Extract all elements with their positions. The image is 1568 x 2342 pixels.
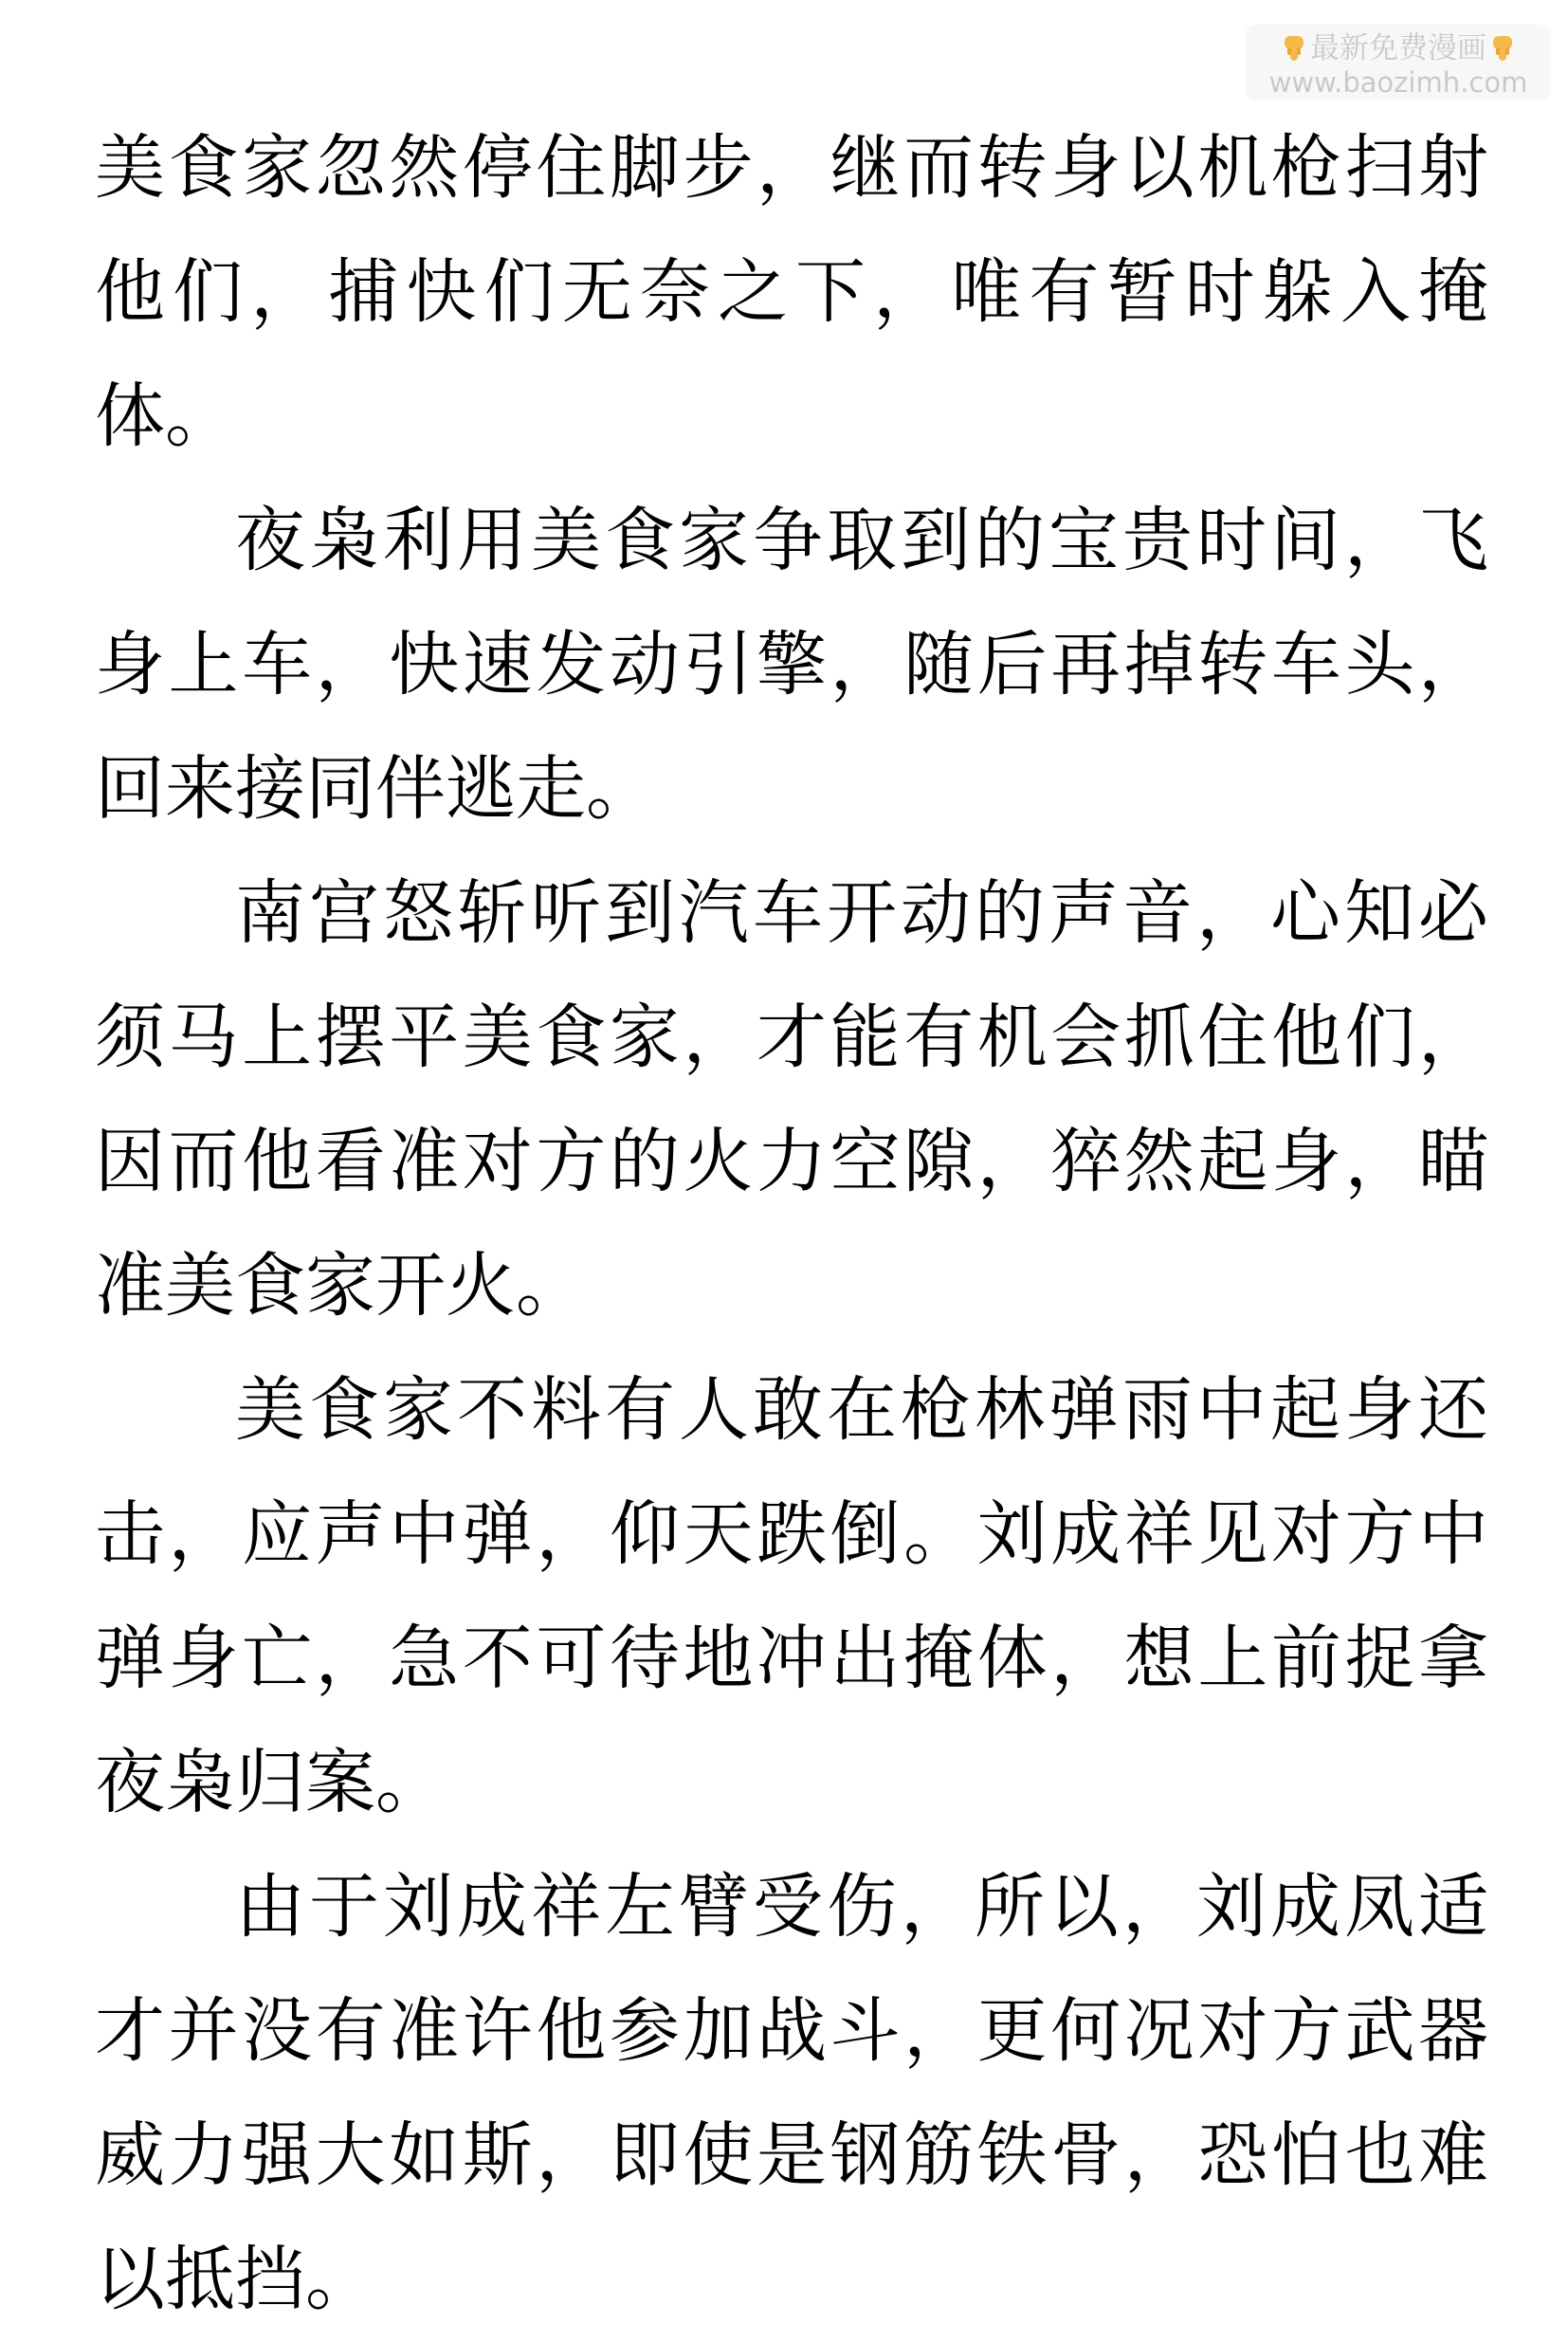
paragraph-3: 南宫怒斩听到汽车开动的声音，心知必须马上摆平美食家，才能有机会抓住他们，因而他看准对方的火力空隙，猝然起身，瞄准美食家开火。	[95, 872, 1488, 1327]
paragraph-1: 美食家忽然停住脚步，继而转身以机枪扫射他们，捕快们无奈之下，唯有暂时躲入掩体。	[95, 127, 1488, 457]
watermark-url: www.baozimh.com	[1268, 66, 1528, 99]
paragraph-2: 夜枭利用美食家争取到的宝贵时间，飞身上车，快速发动引擎，随后再掉转车头，回来接同伴逃走。	[95, 500, 1488, 830]
watermark-title: 最新免费漫画	[1310, 31, 1486, 65]
watermark-badge	[1246, 25, 1551, 101]
document-body	[95, 106, 1488, 2342]
watermark-title-row	[1246, 30, 1551, 66]
pointing-down-hand-icon	[1490, 34, 1515, 63]
paragraph-5: 由于刘成祥左臂受伤，所以，刘成凤适才并没有准许他参加战斗，更何况对方武器威力强大如斯，即使是钢筋铁骨，恐怕也难以抵挡。	[95, 1866, 1488, 2320]
paragraph-4: 美食家不料有人敢在枪林弹雨中起身还击，应声中弹，仰天跌倒。刘成祥见对方中弹身亡，急不可待地冲出掩体，想上前捉拿夜枭归案。	[95, 1369, 1488, 1823]
pointing-down-hand-icon	[1282, 34, 1306, 63]
